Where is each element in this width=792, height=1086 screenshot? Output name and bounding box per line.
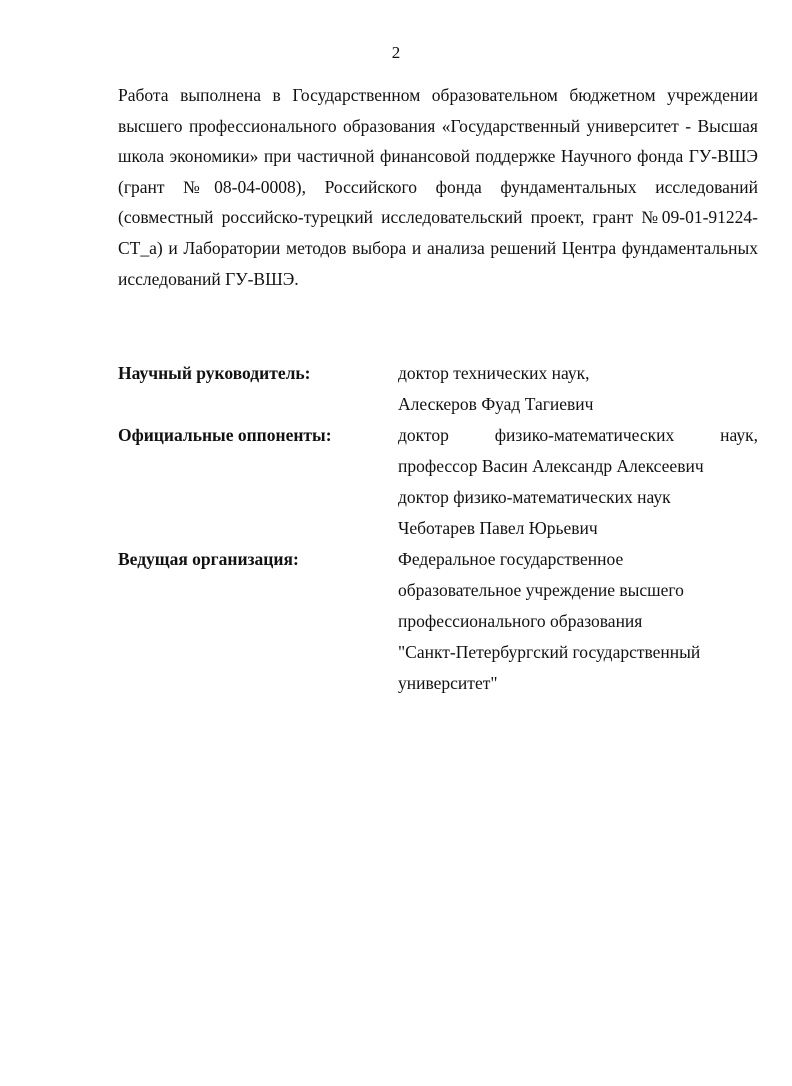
lead-organization-line-4: "Санкт-Петербургский государственный <box>398 642 701 662</box>
lead-organization-line-2: образовательное учреждение высшего <box>398 580 684 600</box>
lead-organization-line-5: университет" <box>398 673 498 693</box>
opponent-2-degree: доктор физико-математических наук <box>398 487 671 507</box>
opponent-1-degree <box>398 420 758 451</box>
lead-organization-details <box>398 544 758 699</box>
opponent-1-degree-word-3: наук, <box>720 425 758 445</box>
supervisor-details <box>398 358 758 420</box>
opponents-details <box>398 420 758 544</box>
supervisor-name: Алескеров Фуад Тагиевич <box>398 394 594 414</box>
lead-organization-label: Ведущая организация: <box>118 549 299 569</box>
lead-organization-line-3: профессионального образования <box>398 611 643 631</box>
lead-organization-row <box>118 544 758 699</box>
lead-organization-line-1: Федеральное государственное <box>398 549 624 569</box>
opponents-row <box>118 420 758 544</box>
supervisor-degree: доктор технических наук, <box>398 363 590 383</box>
opponent-1-name: профессор Васин Александр Алексеевич <box>398 456 704 476</box>
opponents-label: Официальные оппоненты: <box>118 425 332 445</box>
supervisor-label: Научный руководитель: <box>118 363 311 383</box>
opponent-1-degree-word-2: физико-математических <box>494 425 675 445</box>
page-number: 2 <box>391 43 401 62</box>
supervisor-row <box>118 358 758 420</box>
opponent-1-degree-word-1: доктор <box>398 425 449 445</box>
opponent-2-name: Чеботарев Павел Юрьевич <box>398 518 598 538</box>
credits-block <box>118 358 758 699</box>
intro-paragraph: Работа выполнена в Государственном образовательном бюджетном учреждении высшего профессионального образования «Государственный университет - Высшая школа экономики» при частичной финансовой поддержке Научного фонда ГУ-ВШЭ (грант №08-04-0008), Российского фонда фундаментальных исследований (совместный российско-турецкий исследовательский проект, грант №09-01-91224-СТ_а) и Лаборатории методов выбора и анализа решений Центра фундаментальных исследований ГУ-ВШЭ. <box>118 85 758 289</box>
